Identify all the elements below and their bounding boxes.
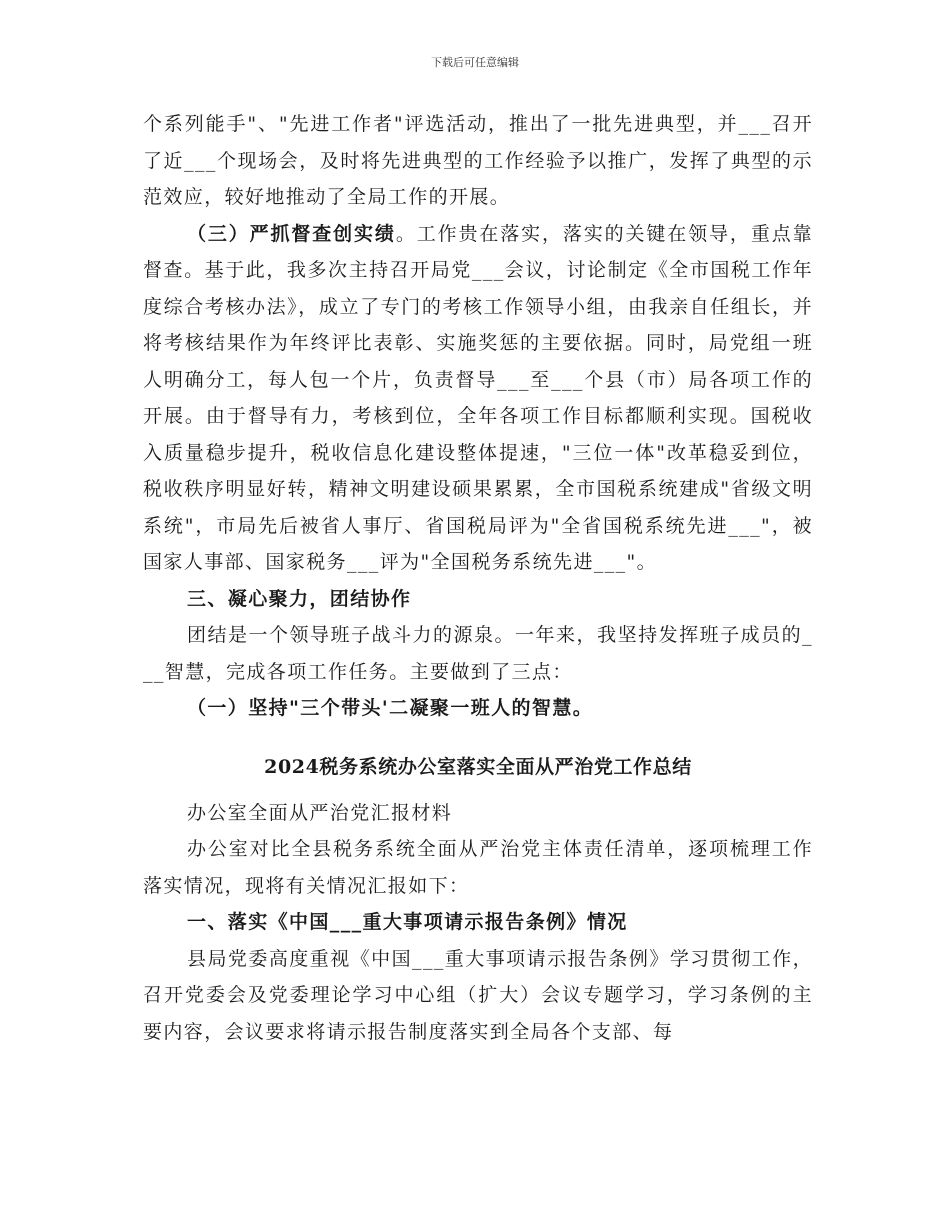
document-body bbox=[143, 106, 813, 1050]
paragraph-2 bbox=[143, 216, 813, 581]
paragraph-2-text: 。工作贵在落实，落实的关键在领导，重点靠督查。基于此，我多次主持召开局党___会议，讨论制定《全市国税工作年度综合考核办法》，成立了专门的考核工作领导小组，由我亲自任组长，并将考核结果作为年终评比表彰、实施奖惩的主要依据。同时，局党组一班人明确分工，每人包一个片，负责督导___至___个县（市）局各项工作的开展。由于督导有力，考核到位，全年各项工作目标都顺利实现。国税收入质量稳步提升，税收信息化建设整体提速，"三位一体"改革稳妥到位，税收秩序明显好转，精神文明建设硕果累累，全市国税系统建成"省级文明系统"，市局先后被省人事厅、省国税局评为"全省国税系统先进___"，被国家人事部、国家税务___评为"全国税务系统先进___"。 bbox=[143, 222, 813, 573]
paragraph-q2: 办公室对比全县税务系统全面从严治党主体责任清单，逐项梳理工作落实情况，现将有关情况汇报如下： bbox=[143, 838, 813, 897]
section-heading-3: 三、凝心聚力，团结协作 bbox=[187, 587, 412, 610]
document-title: 2024税务系统办公室落实全面从严治党工作总结 bbox=[264, 755, 692, 778]
subsection-heading-1: （一）坚持"三个带头'二凝聚一班人的智慧。 bbox=[187, 697, 594, 719]
paragraph-1: 个系列能手"、"先进工作者"评选活动，推出了一批先进典型，并___召开了近___个现场会，及时将先进典型的工作经验予以推广，发挥了典型的示范效应，较好地推动了全局工作的开展。 bbox=[143, 113, 813, 208]
header-note: 下载后可任意编辑 bbox=[431, 56, 519, 69]
paragraph-q4: 县局党委高度重视《中国___重大事项请示报告条例》学习贯彻工作，召开党委会及党委理论学习中心组（扩大）会议专题学习，学习条例的主要内容，会议要求将请示报告制度落实到全局各个支部、每 bbox=[143, 947, 813, 1043]
paragraph-4: 团结是一个领导班子战斗力的源泉。一年来，我坚持发挥班子成员的___智慧，完成各项工作任务。主要做到了三点： bbox=[143, 624, 813, 683]
paragraph-q1: 办公室全面从严治党汇报材料 bbox=[187, 801, 453, 824]
section-heading-1: 一、落实《中国___重大事项请示报告条例》情况 bbox=[187, 911, 628, 933]
paragraph-2-lead: （三）严抓督查创实绩 bbox=[187, 222, 396, 245]
